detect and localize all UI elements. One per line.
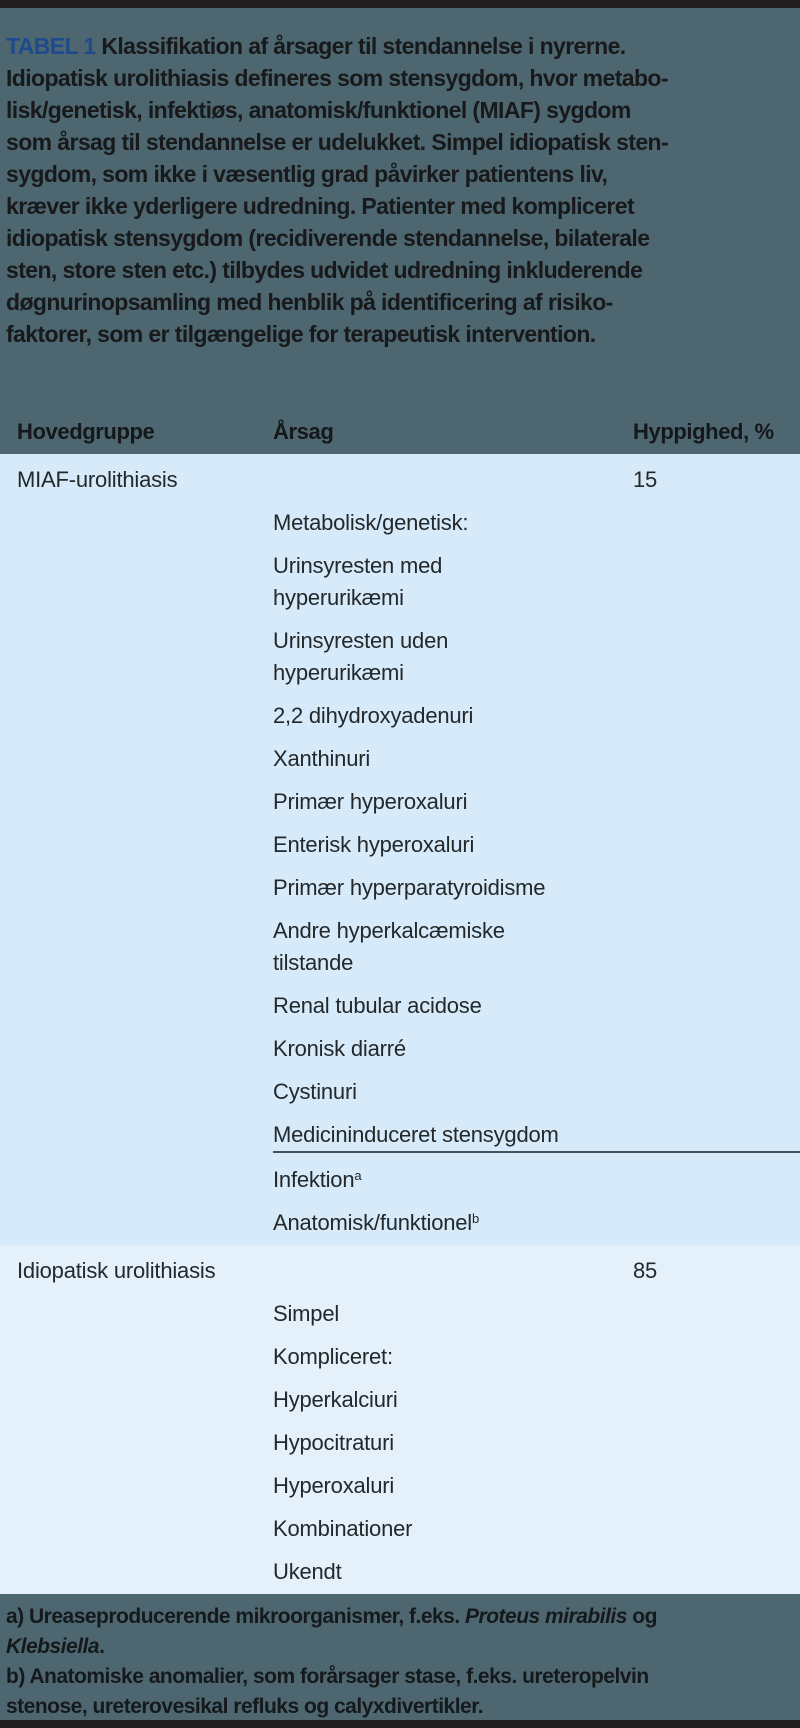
caption-line: sten, store sten etc.) tilbydes udvidet udredning inkluderende <box>6 257 643 283</box>
cause-text: Hypocitraturi <box>273 1430 394 1455</box>
main-group-cell <box>0 1513 273 1545</box>
table-row <box>0 1465 800 1508</box>
table-row <box>0 867 800 910</box>
table-row <box>0 502 800 545</box>
table-row <box>0 985 800 1028</box>
cause-text: Infektion <box>273 1167 355 1192</box>
frequency-cell <box>633 1384 800 1416</box>
cause-text: Primær hyperoxaluri <box>273 789 468 814</box>
cause-cell <box>273 464 633 496</box>
column-header-hovedgruppe: Hovedgruppe <box>17 419 155 444</box>
frequency-cell <box>633 507 800 539</box>
frequency-cell <box>633 1076 800 1108</box>
main-group-cell <box>0 625 273 689</box>
table-row <box>0 738 800 781</box>
cause-text: Andre hyperkalcæmiske <box>273 918 505 943</box>
cause-text: Cystinuri <box>273 1079 357 1104</box>
main-group-cell <box>0 872 273 904</box>
cause-superscript: a <box>354 1168 362 1183</box>
cause-cell <box>273 507 633 539</box>
footnote-a <box>6 1602 794 1632</box>
species-italic: Klebsiella <box>6 1635 100 1658</box>
footnote-b-continued: stenose, ureterovesikal refluks og calyxdivertikler. <box>6 1695 484 1718</box>
main-group-cell <box>0 700 273 732</box>
cause-cell <box>273 872 633 904</box>
cause-text: Urinsyresten uden <box>273 628 449 653</box>
frequency-cell <box>633 625 800 689</box>
footnotes <box>0 1594 800 1720</box>
caption-line: sygdom, som ikke i væsentlig grad påvirker patientens liv, <box>6 161 608 187</box>
main-group-cell <box>0 915 273 979</box>
main-group-cell <box>0 1427 273 1459</box>
main-group-cell <box>0 1470 273 1502</box>
cause-text: Ukendt <box>273 1559 342 1584</box>
frequency-cell <box>633 1119 800 1153</box>
cause-superscript: b <box>472 1211 480 1226</box>
cause-text-line2: tilstande <box>273 950 354 975</box>
species-italic: Proteus mirabilis <box>465 1605 627 1628</box>
frequency-cell <box>633 1556 800 1588</box>
main-group-cell <box>0 743 273 775</box>
table-row <box>0 1114 800 1159</box>
cause-cell <box>273 1427 633 1459</box>
cause-text: Primær hyperparatyroidisme <box>273 875 546 900</box>
cause-cell <box>273 990 633 1022</box>
caption-line: Idiopatisk urolithiasis defineres som stensygdom, hvor metabo- <box>6 65 668 91</box>
caption-line: lisk/genetisk, infektiøs, anatomisk/funktionel (MIAF) sygdom <box>6 97 631 123</box>
frequency-cell <box>633 550 800 614</box>
frequency-cell <box>633 1298 800 1330</box>
cause-cell <box>273 1341 633 1373</box>
cause-text: Medicininduceret stensygdom <box>273 1122 559 1147</box>
cause-text-line2: hyperurikæmi <box>273 660 404 685</box>
caption-line: døgnurinopsamling med henblik på identificering af risiko- <box>6 289 613 315</box>
caption-tag: TABEL 1 <box>6 33 96 59</box>
main-group-cell <box>0 829 273 861</box>
cause-cell <box>273 1033 633 1065</box>
table-row <box>0 1202 800 1245</box>
table-row <box>0 781 800 824</box>
cause-text: Anatomisk/funktionel <box>273 1210 472 1235</box>
cause-text: 2,2 dihydroxyadenuri <box>273 703 474 728</box>
frequency-cell <box>633 1207 800 1239</box>
caption-line: faktorer, som er tilgængelige for terapeutisk intervention. <box>6 321 596 347</box>
main-group-cell: MIAF-urolithiasis <box>17 467 178 492</box>
cause-cell <box>273 1470 633 1502</box>
frequency-cell <box>633 990 800 1022</box>
table-row <box>0 545 800 620</box>
cause-cell <box>273 700 633 732</box>
main-group-cell <box>0 1384 273 1416</box>
column-header-hyppighed: Hyppighed, % <box>633 419 774 444</box>
main-group-cell <box>0 1341 273 1373</box>
frequency-cell: 15 <box>633 467 658 492</box>
table-row <box>0 1551 800 1594</box>
table-row <box>0 1422 800 1465</box>
frequency-cell <box>633 743 800 775</box>
table-row <box>0 910 800 985</box>
table-row <box>0 1508 800 1551</box>
caption-line: som årsag til stendannelse er udelukket. Simpel idiopatisk sten- <box>6 129 669 155</box>
footnote-a-text: og <box>626 1605 657 1628</box>
frequency-cell <box>633 1341 800 1373</box>
cause-cell <box>273 1513 633 1545</box>
column-header-arsag: Årsag <box>273 419 334 444</box>
table-caption <box>0 8 800 350</box>
cause-text: Urinsyresten med <box>273 553 443 578</box>
cause-text: Simpel <box>273 1301 340 1326</box>
main-group-cell <box>0 1207 273 1239</box>
cause-text: Xanthinuri <box>273 746 371 771</box>
caption-text: Klassifikation af årsager til stendannelse i nyrerne. <box>95 33 626 59</box>
cause-cell <box>273 1298 633 1330</box>
table-row <box>0 1293 800 1336</box>
main-group-cell <box>0 1119 273 1153</box>
cause-cell <box>273 829 633 861</box>
main-group-cell: Idiopatisk urolithiasis <box>17 1258 216 1283</box>
frequency-cell <box>633 829 800 861</box>
cause-text: Hyperoxaluri <box>273 1473 395 1498</box>
main-group-cell <box>0 990 273 1022</box>
cause-cell <box>273 1384 633 1416</box>
frequency-cell <box>633 1427 800 1459</box>
cause-text: Kronisk diarré <box>273 1036 406 1061</box>
frequency-cell <box>633 700 800 732</box>
caption-line: idiopatisk stensygdom (recidiverende stendannelse, bilaterale <box>6 225 650 251</box>
bottom-edge-bar <box>0 1720 800 1728</box>
table-row <box>0 1245 800 1293</box>
footnote-a-text: a) Ureaseproducerende mikroorganismer, f.eks. <box>6 1605 466 1628</box>
frequency-cell <box>633 1470 800 1502</box>
cause-cell <box>273 1255 633 1287</box>
table-row <box>0 1336 800 1379</box>
top-edge-bar <box>0 0 800 8</box>
main-group-cell <box>0 1164 273 1196</box>
cause-text-line2: hyperurikæmi <box>273 585 404 610</box>
cause-text: Kompliceret: <box>273 1344 393 1369</box>
table-row <box>0 695 800 738</box>
table-header-row <box>0 350 800 454</box>
cause-text: Kombinationer <box>273 1516 413 1541</box>
table-row <box>0 824 800 867</box>
cause-text: Enterisk hyperoxaluri <box>273 832 475 857</box>
main-group-cell <box>0 1556 273 1588</box>
main-group-cell <box>0 786 273 818</box>
caption-line <box>6 30 794 62</box>
footnote-b: b) Anatomiske anomalier, som forårsager stase, f.eks. ureteropelvin <box>6 1665 649 1688</box>
frequency-cell <box>633 786 800 818</box>
main-group-cell <box>0 1033 273 1065</box>
cause-text: Renal tubular acidose <box>273 993 482 1018</box>
table-row <box>0 1159 800 1202</box>
cause-cell <box>273 743 633 775</box>
table-row <box>0 1028 800 1071</box>
table-row <box>0 1071 800 1114</box>
frequency-cell <box>633 1164 800 1196</box>
group-miaf-urolithiasis <box>0 454 800 1245</box>
cause-text: Hyperkalciuri <box>273 1387 398 1412</box>
table-row <box>0 620 800 695</box>
cause-text: Metabolisk/genetisk: <box>273 510 469 535</box>
cause-cell <box>273 550 633 614</box>
cause-cell <box>273 1076 633 1108</box>
footnote-a-continued <box>6 1632 794 1662</box>
group-idiopatisk-urolithiasis <box>0 1245 800 1594</box>
main-group-cell <box>0 507 273 539</box>
cause-cell <box>273 1119 633 1153</box>
main-group-cell <box>0 1076 273 1108</box>
main-group-cell <box>0 1298 273 1330</box>
table-row <box>0 1379 800 1422</box>
cause-cell <box>273 625 633 689</box>
frequency-cell <box>633 1033 800 1065</box>
cause-cell <box>273 786 633 818</box>
table-row <box>0 454 800 502</box>
frequency-cell <box>633 915 800 979</box>
cause-cell <box>273 1556 633 1588</box>
frequency-cell <box>633 1513 800 1545</box>
frequency-cell: 85 <box>633 1258 658 1283</box>
main-group-cell <box>0 550 273 614</box>
footnote-a-text: . <box>99 1635 105 1658</box>
cause-cell <box>273 1207 633 1239</box>
frequency-cell <box>633 872 800 904</box>
cause-cell <box>273 1164 633 1196</box>
cause-cell <box>273 915 633 979</box>
caption-line: kræver ikke yderligere udredning. Patienter med kompliceret <box>6 193 635 219</box>
